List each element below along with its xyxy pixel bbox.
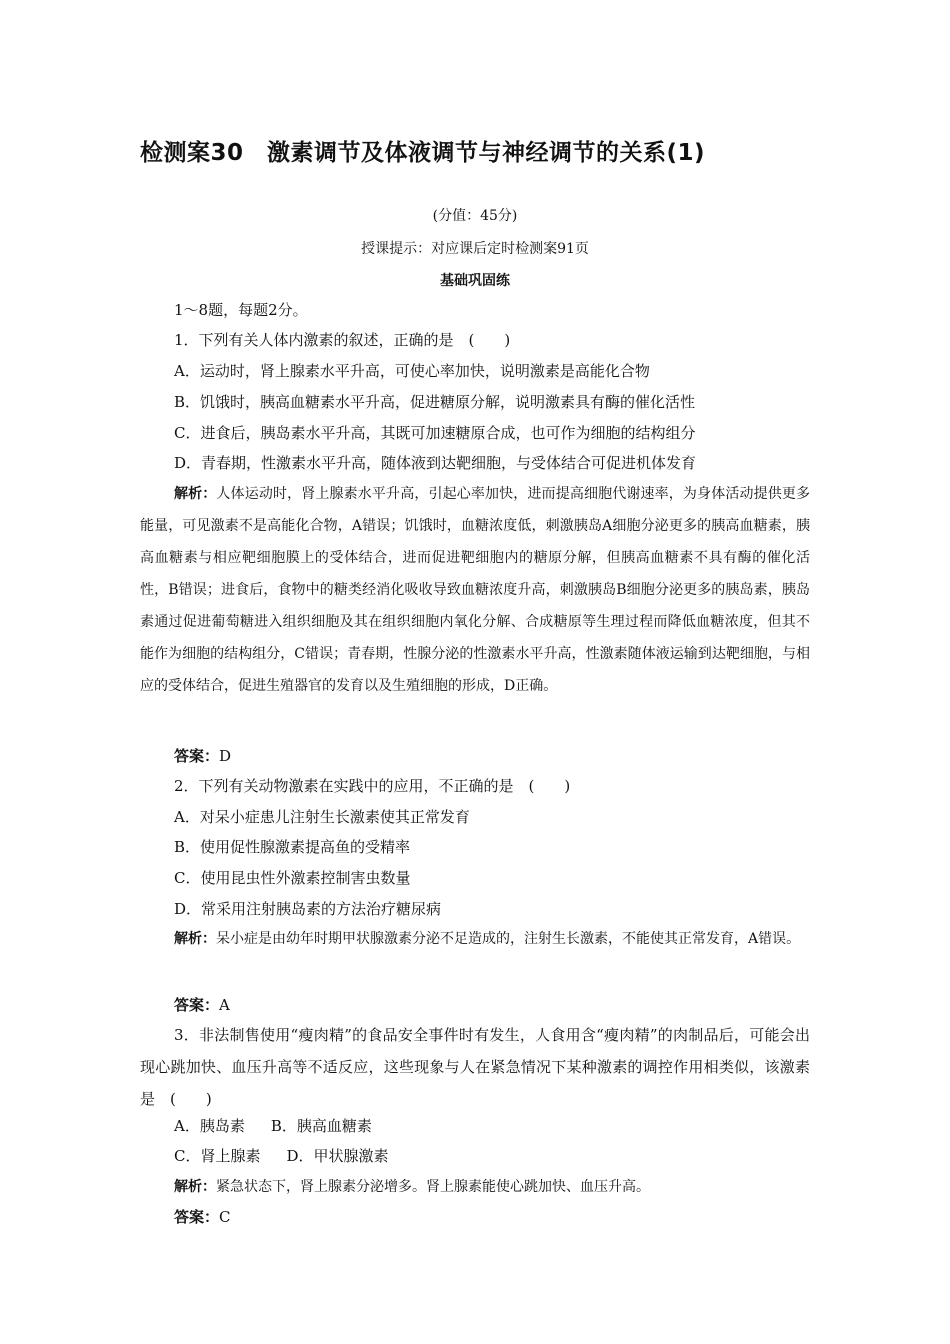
analysis-label: 解析：: [174, 1179, 216, 1195]
question-3-option-c: C．肾上腺素: [174, 1147, 261, 1165]
question-1-stem: 1．下列有关人体内激素的叙述，正确的是 ( ): [174, 331, 511, 349]
answer-label: 答案：: [174, 747, 220, 765]
answer-label: 答案：: [174, 996, 220, 1014]
answer-value: D: [219, 747, 232, 765]
question-3-option-d: D．甲状腺激素: [286, 1147, 389, 1165]
answer-value: A: [219, 996, 230, 1014]
question-3-options-row-1: [174, 1115, 372, 1136]
question-2-stem: 2．下列有关动物激素在实践中的应用，不正确的是 ( ): [174, 777, 571, 795]
question-3-analysis: [174, 1176, 650, 1196]
question-3-options-row-2: [174, 1145, 389, 1166]
question-1-option-b: B．饥饿时，胰高血糖素水平升高，促进糖原分解，说明激素具有酶的催化活性: [174, 393, 696, 411]
page-title: 检测案30 激素调节及体液调节与神经调节的关系(1): [140, 140, 706, 166]
instruction: 1～8题，每题2分。: [174, 301, 308, 319]
analysis-label: 解析：: [174, 486, 217, 502]
analysis-text: 紧急状态下，肾上腺素分泌增多。肾上腺素能使心跳加快、血压升高。: [216, 1179, 650, 1195]
question-3-answer: [174, 1206, 231, 1227]
question-1-option-c: C．进食后，胰岛素水平升高，其既可加速糖原合成，也可作为细胞的结构组分: [174, 424, 696, 442]
question-3-stem: 3．非法制售使用“瘦肉精”的食品安全事件时有发生，人食用含“瘦肉精”的肉制品后，可能会出现心跳加快、血压升高等不适反应，这些现象与人在紧急情况下某种激素的调控作用相类似，该激素是 ( ): [140, 1026, 810, 1108]
question-3-option-b: B．胰高血糖素: [270, 1117, 372, 1135]
question-3-option-a: A．胰岛素: [174, 1117, 245, 1135]
question-2-option-c: C．使用昆虫性外激素控制害虫数量: [174, 869, 411, 887]
score-line: (分值：45分): [432, 208, 518, 224]
analysis-text: 呆小症是由幼年时期甲状腺激素分泌不足造成的，注射生长激素，不能使其正常发育，A错误。: [216, 931, 801, 947]
question-2-option-d: D．常采用注射胰岛素的方法治疗糖尿病: [174, 900, 442, 918]
question-1-answer: [174, 745, 231, 766]
teaching-hint: 授课提示：对应课后定时检测案91页: [361, 241, 589, 257]
answer-label: 答案：: [174, 1208, 220, 1226]
question-1-option-d: D．青春期，性激素水平升高，随体液到达靶细胞，与受体结合可促进机体发育: [174, 454, 697, 472]
analysis-text: 人体运动时，肾上腺素水平升高，引起心率加快，进而提高细胞代谢速率，为身体活动提供更多能量，可见激素不是高能化合物，A错误；饥饿时，血糖浓度低，刺激胰岛A细胞分泌更多的胰高血糖素，胰高血糖素与相应靶细胞膜上的受体结合，进而促进靶细胞内的糖原分解，但胰高血糖素不具有酶的催化活性，B错误；进食后，食物中的糖类经消化吸收导致血糖浓度升高，刺激胰岛B细胞分泌更多的胰岛素，胰岛素通过促进葡萄糖进入组织细胞及其在组织细胞内氧化分解、合成糖原等生理过程而降低血糖浓度，但其不能作为细胞的结构组分，C错误；青春期，性腺分泌的性激素水平升高，性激素随体液运输到达靶细胞，与相应的受体结合，促进生殖器官的发育以及生殖细胞的形成，D正确。: [140, 486, 811, 694]
answer-value: C: [219, 1208, 231, 1226]
question-2-answer: [174, 994, 230, 1015]
section-title: 基础巩固练: [440, 273, 510, 289]
question-2-option-a: A．对呆小症患儿注射生长激素使其正常发育: [174, 808, 470, 826]
question-2-option-b: B．使用促性腺激素提高鱼的受精率: [174, 838, 411, 856]
question-1-analysis: [140, 478, 810, 702]
analysis-label: 解析：: [174, 931, 216, 947]
question-2-analysis: [140, 923, 810, 955]
question-1-option-a: A．运动时，肾上腺素水平升高，可使心率加快，说明激素是高能化合物: [174, 362, 650, 380]
